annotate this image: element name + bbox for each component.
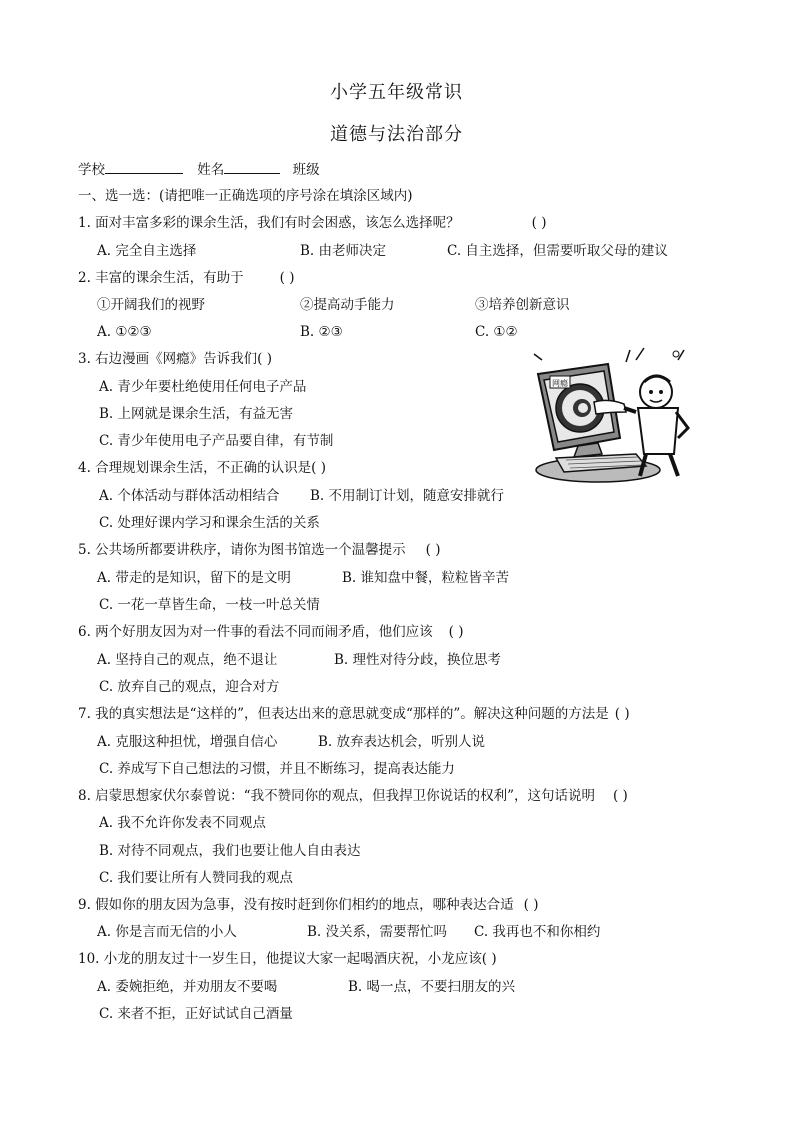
q5-option-b[interactable]: B. 谁知盘中餐，粒粒皆辛苦	[342, 570, 510, 586]
answer-paren-6[interactable]: ( )	[448, 624, 464, 640]
answer-paren-9[interactable]: ( )	[523, 897, 539, 913]
question-5-stem: 5. 公共场所都要讲秩序，请你为图书馆选一个温馨提示	[78, 542, 406, 558]
q4-option-c[interactable]: C. 处理好课内学习和课余生活的关系	[99, 515, 320, 531]
question-7	[78, 706, 630, 722]
answer-paren-7[interactable]: ( )	[614, 706, 630, 722]
question-9-stem: 9. 假如你的朋友因为急事，没有按时赶到你们相约的地点，哪种表达合适	[78, 897, 514, 913]
q7-option-c[interactable]: C. 养成写下自己想法的习惯，并且不断练习，提高表达能力	[99, 761, 455, 777]
name-label: 姓名	[197, 162, 225, 178]
question-3-stem: 3. 右边漫画《网瘾》告诉我们( )	[78, 351, 272, 367]
q10-option-c[interactable]: C. 来者不拒，正好试试自己酒量	[99, 1006, 293, 1022]
class-label: 班级	[292, 162, 320, 178]
q1-option-a[interactable]: A. 完全自主选择	[97, 243, 197, 259]
answer-paren-2[interactable]: ( )	[279, 270, 295, 286]
question-2	[78, 270, 295, 286]
question-8	[78, 788, 628, 804]
q9-option-a[interactable]: A. 你是言而无信的小人	[97, 924, 237, 940]
answer-paren-5[interactable]: ( )	[425, 542, 441, 558]
question-7-stem: 7. 我的真实想法是“这样的”，但表达出来的意思就变成“那样的”。解决这种问题的方法是	[78, 706, 609, 722]
q2-option-c[interactable]: C. ①②	[475, 324, 518, 340]
question-5	[78, 542, 441, 558]
school-label: 学校	[78, 162, 105, 178]
q8-option-b[interactable]: B. 对待不同观点，我们也要让他人自由表达	[99, 843, 361, 859]
q6-option-b[interactable]: B. 理性对待分歧，换位思考	[334, 652, 502, 668]
question-8-stem: 8. 启蒙思想家伏尔泰曾说：“我不赞同你的观点，但我捍卫你说话的权利”，这句话说明	[78, 788, 595, 804]
cartoon-sign: 网瘾	[552, 379, 568, 388]
q2-item-1: ①开阔我们的视野	[97, 297, 205, 313]
cartoon-internet-addiction-icon	[528, 342, 696, 490]
school-blank[interactable]	[105, 161, 183, 174]
name-blank[interactable]	[224, 161, 280, 174]
q10-option-b[interactable]: B. 喝一点，不要扫朋友的兴	[348, 979, 516, 995]
q6-option-c[interactable]: C. 放弃自己的观点，迎合对方	[99, 679, 280, 695]
answer-paren-1[interactable]: ( )	[531, 215, 547, 231]
section-heading: 一、选一选：(请把唯一正确选项的序号涂在填涂区域内)	[78, 188, 413, 204]
page-subtitle: 道德与法治部分	[330, 124, 463, 145]
q4-option-b[interactable]: B. 不用制订计划，随意安排就行	[310, 488, 505, 504]
question-1-stem: 1. 面对丰富多彩的课余生活，我们有时会困惑，该怎么选择呢？	[78, 215, 460, 231]
q2-option-b[interactable]: B. ②③	[300, 324, 343, 340]
q4-option-a[interactable]: A. 个体活动与群体活动相结合	[99, 488, 280, 504]
question-1	[78, 215, 547, 231]
answer-paren-8[interactable]: ( )	[612, 788, 628, 804]
question-10-stem: 10. 小龙的朋友过十一岁生日，他提议大家一起喝酒庆祝，小龙应该( )	[78, 951, 497, 967]
question-4-stem: 4. 合理规划课余生活，不正确的认识是( )	[78, 460, 326, 476]
q9-option-c[interactable]: C. 我再也不和你相约	[474, 924, 601, 940]
q10-option-a[interactable]: A. 委婉拒绝，并劝朋友不要喝	[97, 979, 278, 995]
q9-option-b[interactable]: B. 没关系，需要帮忙吗	[307, 924, 448, 940]
q2-item-3: ③培养创新意识	[475, 297, 570, 313]
q3-option-c[interactable]: C. 青少年使用电子产品要自律，有节制	[99, 433, 334, 449]
q8-option-c[interactable]: C. 我们要让所有人赞同我的观点	[99, 870, 293, 886]
question-2-stem: 2. 丰富的课余生活，有助于	[78, 270, 244, 286]
q3-option-b[interactable]: B. 上网就是课余生活，有益无害	[99, 406, 294, 422]
q7-option-b[interactable]: B. 放弃表达机会，听别人说	[318, 734, 486, 750]
q2-option-a[interactable]: A. ①②③	[97, 324, 152, 340]
info-line	[78, 161, 320, 178]
page-title: 小学五年级常识	[330, 82, 463, 103]
q5-option-c[interactable]: C. 一花一草皆生命，一枝一叶总关情	[99, 597, 320, 613]
question-6-stem: 6. 两个好朋友因为对一件事的看法不同而闹矛盾，他们应该	[78, 624, 433, 640]
question-9	[78, 897, 539, 913]
q6-option-a[interactable]: A. 坚持自己的观点，绝不退让	[97, 652, 278, 668]
q1-option-b[interactable]: B. 由老师决定	[300, 243, 387, 259]
q5-option-a[interactable]: A. 带走的是知识，留下的是文明	[97, 570, 291, 586]
q7-option-a[interactable]: A. 克服这种担忧，增强自信心	[97, 734, 278, 750]
q3-option-a[interactable]: A. 青少年要杜绝使用任何电子产品	[99, 379, 307, 395]
q1-option-c[interactable]: C. 自主选择，但需要听取父母的建议	[447, 243, 668, 259]
question-6	[78, 624, 464, 640]
q8-option-a[interactable]: A. 我不允许你发表不同观点	[99, 815, 266, 831]
q2-item-2: ②提高动手能力	[300, 297, 395, 313]
